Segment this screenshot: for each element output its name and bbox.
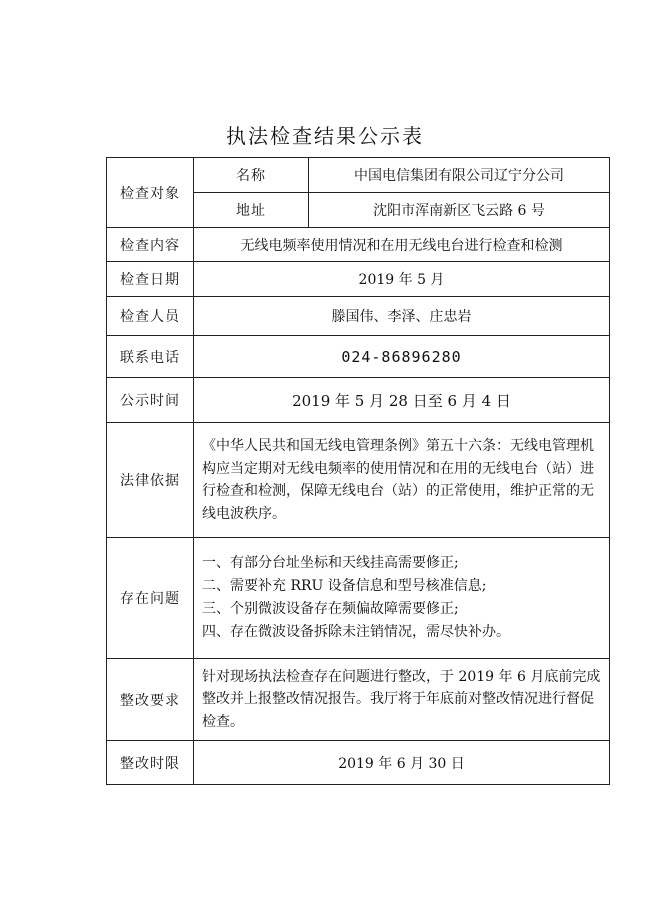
- rectify-deadline-label: 整改时限: [107, 741, 194, 785]
- issue-item: 二、需要补充 RRU 设备信息和型号核准信息;: [202, 578, 487, 594]
- content-label: 检查内容: [107, 228, 194, 262]
- staff-label: 检查人员: [107, 297, 194, 336]
- target-label: 检查对象: [107, 158, 194, 228]
- legal-label: 法律依据: [107, 423, 194, 538]
- issue-item: 一、有部分台址坐标和天线挂高需要修正;: [202, 555, 459, 571]
- phone-value: 024-86896280: [194, 336, 610, 378]
- name-label: 名称: [194, 158, 309, 193]
- publicity-label: 公示时间: [107, 378, 194, 423]
- address-label: 地址: [194, 193, 309, 228]
- staff-value: 滕国伟、李泽、庄忠岩: [194, 297, 610, 336]
- publicity-value: 2019 年 5 月 28 日至 6 月 4 日: [194, 378, 610, 423]
- content-value: 无线电频率使用情况和在用无线电台进行检查和检测: [194, 228, 610, 262]
- date-label: 检查日期: [107, 262, 194, 297]
- issue-item: 四、存在微波设备拆除未注销情况，需尽快补办。: [202, 624, 510, 640]
- date-value: 2019 年 5 月: [194, 262, 610, 297]
- legal-value: 《中华人民共和国无线电管理条例》第五十六条：无线电管理机构应当定期对无线电频率的使用情况和在用的无线电台（站）进行检查和检测，保障无线电台（站）的正常使用，维护正常的无线电波秩序。: [194, 423, 610, 538]
- issues-label: 存在问题: [107, 538, 194, 659]
- result-table: [106, 157, 610, 785]
- rectify-req-label: 整改要求: [107, 659, 194, 741]
- rectify-deadline-value: 2019 年 6 月 30 日: [194, 741, 610, 785]
- address-value: 沈阳市浑南新区飞云路 6 号: [309, 193, 610, 228]
- phone-label: 联系电话: [107, 336, 194, 378]
- page-title: 执法检查结果公示表: [226, 124, 424, 148]
- name-value: 中国电信集团有限公司辽宁分公司: [309, 158, 610, 193]
- rectify-req-value: 针对现场执法检查存在问题进行整改，于 2019 年 6 月底前完成整改并上报整改情况报告。我厅将于年底前对整改情况进行督促检查。: [194, 659, 610, 741]
- issues-list: [194, 538, 610, 659]
- issue-item: 三、个别微波设备存在频偏故障需要修正;: [202, 601, 459, 617]
